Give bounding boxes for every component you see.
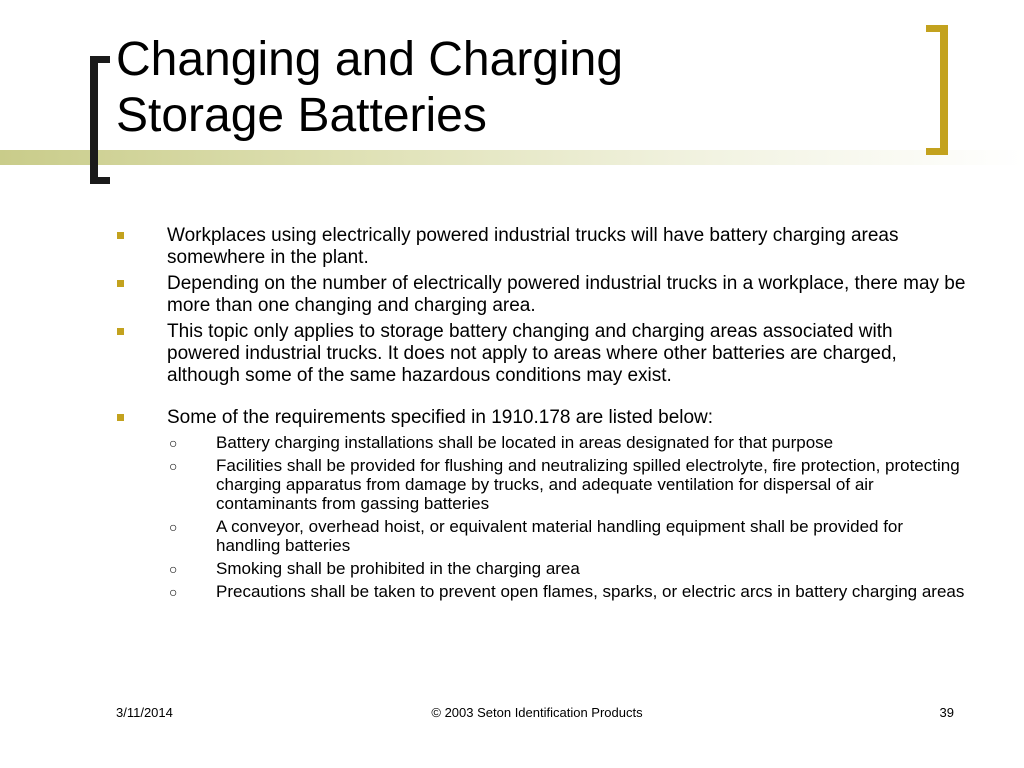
square-bullet-icon [117,280,124,287]
sub-bullet-item [117,517,967,555]
bullet-item-requirements [117,407,967,429]
sub-bullet-text: A conveyor, overhead hoist, or equivalent material handling equipment shall be provided for handling batteries [216,517,904,555]
slide-title [116,32,906,144]
slide-body [117,225,967,605]
bullet-text: Some of the requirements specified in 1910.178 are listed below: [167,407,714,428]
left-bracket-decoration [90,56,108,184]
footer-date: 3/11/2014 [116,705,173,720]
square-bullet-icon [117,328,124,335]
bullet-item [117,225,967,269]
spacer [117,391,967,407]
circle-bullet-icon: ○ [169,435,178,451]
right-bracket-decoration [924,25,948,155]
sub-bullet-item [117,456,967,513]
circle-bullet-icon: ○ [169,584,178,600]
sub-bullet-item [117,582,967,601]
footer-page-number: 39 [939,705,954,720]
sub-bullet-item [117,559,967,578]
sub-bullet-text: Battery charging installations shall be located in areas designated for that purpose [216,433,834,452]
bullet-text: This topic only applies to storage battery changing and charging areas associated with powered industrial trucks. It does not apply to areas where other batteries are charged, although some of the same hazardous conditions may exist. [167,321,897,386]
bullet-text: Depending on the number of electrically powered industrial trucks in a workplace, there may be more than one changing and charging area. [167,273,966,316]
square-bullet-icon [117,414,124,421]
circle-bullet-icon: ○ [169,458,178,474]
title-band-decoration [0,150,1024,165]
bullet-text: Workplaces using electrically powered industrial trucks will have battery charging areas somewhere in the plant. [167,225,899,268]
sub-bullet-text: Precautions shall be taken to prevent open flames, sparks, or electric arcs in battery charging areas [216,582,965,601]
sub-bullet-text: Smoking shall be prohibited in the charging area [216,559,580,578]
circle-bullet-icon: ○ [169,519,178,535]
sub-bullet-text: Facilities shall be provided for flushing and neutralizing spilled electrolyte, fire protection, protecting charging apparatus from damage by trucks, and adequate ventilation for dispersal of air contaminants from gassing batteries [216,456,960,513]
bullet-item [117,273,967,317]
square-bullet-icon [117,232,124,239]
circle-bullet-icon: ○ [169,561,178,577]
title-line-2: Storage Batteries [116,89,487,142]
footer-copyright: © 2003 Seton Identification Products [431,705,643,720]
sub-bullet-item [117,433,967,452]
bullet-item [117,321,967,387]
title-line-1: Changing and Charging [116,33,624,86]
